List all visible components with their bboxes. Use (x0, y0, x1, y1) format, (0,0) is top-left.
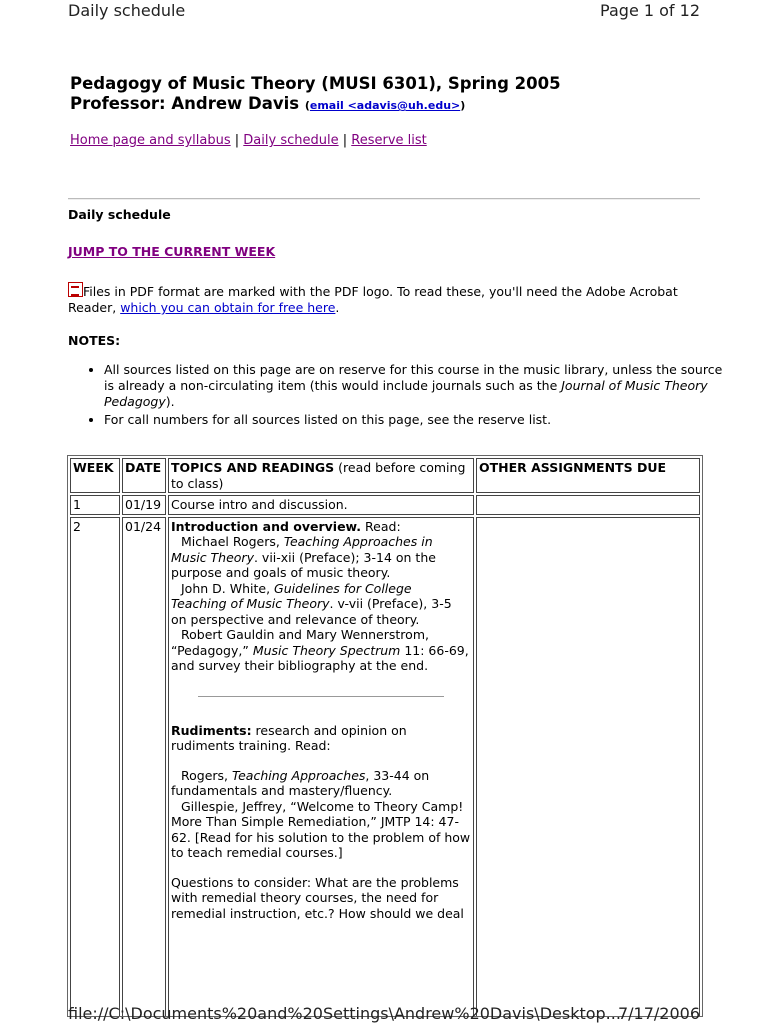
cell-topics (168, 517, 474, 1018)
jump-current-week-link[interactable]: JUMP TO THE CURRENT WEEK (68, 244, 276, 259)
table-row (70, 517, 700, 1018)
section-heading: Daily schedule (68, 207, 171, 222)
reading-item: John D. White, Guidelines for College Teaching of Music Theory. v-vii (Preface), 3-5 on perspective and relevance of theory. (171, 580, 452, 627)
table-header-row (70, 458, 700, 493)
header-other-assignments: OTHER ASSIGNMENTS DUE (476, 458, 700, 493)
email-paren-open: ( (304, 99, 310, 112)
header-topics-note: (read before coming to class) (171, 460, 466, 491)
nav-separator: | (338, 133, 352, 148)
email-link[interactable]: email <adavis@uh.edu> (309, 99, 461, 112)
cell-other (476, 495, 700, 515)
print-header-left: Daily schedule (68, 1, 186, 20)
print-header-page-number: Page 1 of 12 (600, 1, 700, 20)
daily-schedule-link[interactable]: Daily schedule (243, 133, 339, 148)
topic-text: Read: (361, 518, 401, 534)
horizontal-rule (68, 198, 700, 200)
print-footer-path: file://C:\Documents%20and%20Settings\Andrew%20Davis\Desktop... (68, 1004, 621, 1023)
cell-week: 2 (70, 517, 120, 1018)
discussion-questions: Questions to consider: What are the problems with remedial theory courses, the need for remedial instruction, etc.? How should we deal (171, 874, 464, 921)
cell-topics: Course intro and discussion. (168, 495, 474, 515)
cell-week: 1 (70, 495, 120, 515)
acrobat-download-link[interactable]: which you can obtain for free here (120, 300, 336, 315)
note-text: For call numbers for all sources listed on this page, see the reserve list. (104, 412, 552, 427)
nav-links (70, 133, 427, 148)
home-page-link[interactable]: Home page and syllabus (70, 133, 231, 148)
cell-other (476, 517, 700, 1018)
list-item (104, 412, 734, 428)
cell-date: 01/24 (122, 517, 166, 1018)
note-text: All sources listed on this page are on reserve for this course in the music library, unless the source is already a non-circulating item (this would include journals such as the (104, 362, 723, 393)
print-footer-date: 7/17/2006 (617, 1004, 700, 1023)
pdf-logo-icon (68, 282, 83, 297)
page-title (70, 74, 561, 116)
reading-item: Rogers, Teaching Approaches, 33-44 on fundamentals and mastery/fluency. (171, 767, 430, 798)
reading-item: Robert Gauldin and Mary Wennerstrom, “Pedagogy,” Music Theory Spectrum 11: 66-69, and survey their bibliography at the end. (171, 627, 469, 673)
notes-heading: NOTES: (68, 333, 121, 348)
reading-item: Michael Rogers, Teaching Approaches in Music Theory. vii-xii (Preface); 3-14 on the purpose and goals of music theory. (171, 534, 436, 580)
schedule-table (67, 455, 703, 1017)
header-date: DATE (122, 458, 166, 493)
reserve-list-link[interactable]: Reserve list (351, 133, 427, 148)
pdf-note (68, 282, 708, 316)
professor-name: Professor: Andrew Davis (70, 94, 305, 113)
notes-list (68, 362, 734, 430)
pdf-note-text: Files in PDF format are marked with the PDF logo. To read these, you'll need the Adobe Acrobat Reader, (68, 284, 678, 315)
nav-separator: | (230, 133, 244, 148)
topic-text: research and opinion on rudiments training. Read: (171, 722, 407, 753)
pdf-note-end: . (335, 300, 340, 315)
header-week: WEEK (70, 458, 120, 493)
course-title: Pedagogy of Music Theory (MUSI 6301), Spring 2005 (70, 74, 561, 93)
email-paren-close: ) (460, 99, 466, 112)
note-journal-title: Journal of Music Theory Pedagogy (104, 378, 708, 409)
list-item (104, 362, 734, 410)
table-row (70, 495, 700, 515)
topic-heading: Rudiments: (171, 722, 252, 738)
header-topics (168, 458, 474, 493)
header-topics-bold: TOPICS AND READINGS (171, 460, 335, 475)
section-divider (198, 696, 444, 697)
note-end: ). (165, 394, 175, 409)
topic-heading: Introduction and overview. (171, 518, 362, 534)
reading-item: Gillespie, Jeffrey, “Welcome to Theory Camp! More Than Simple Remediation,” JMTP 14: 47-62. [Read for his solution to the problem of how to teach remedial courses.] (171, 798, 471, 860)
cell-date: 01/19 (122, 495, 166, 515)
